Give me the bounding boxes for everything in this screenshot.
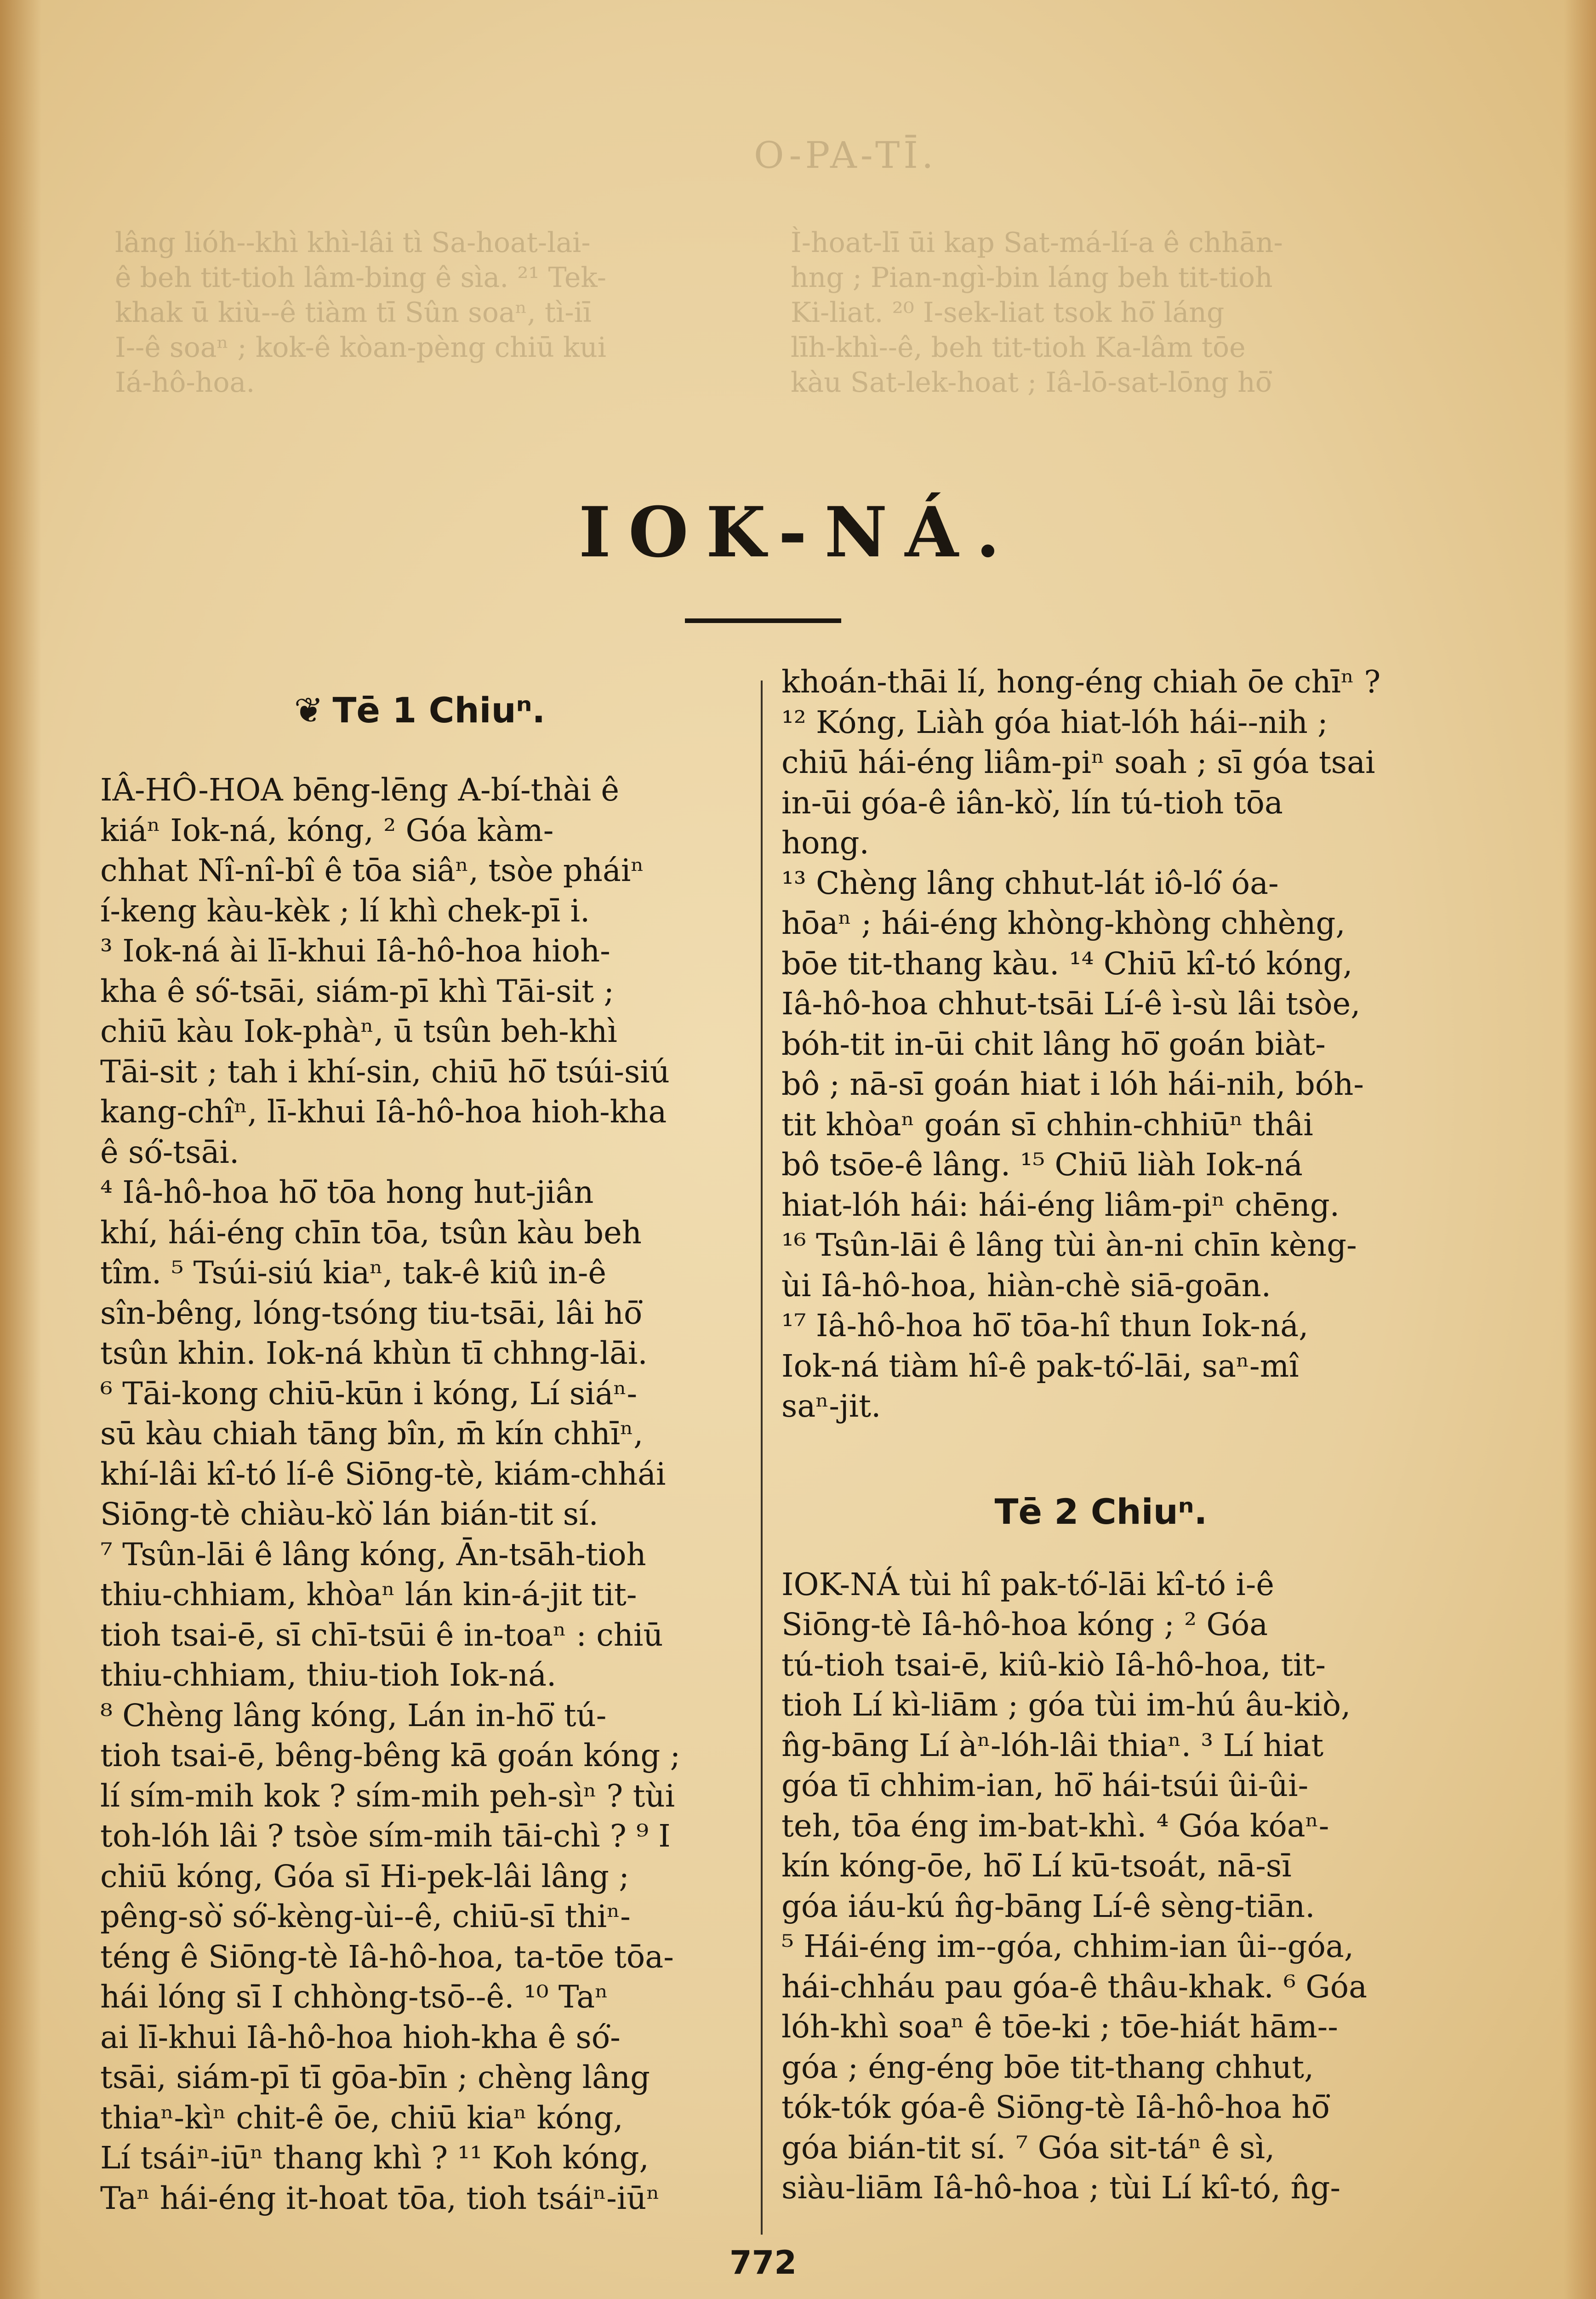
text-line: téng ê Siōng-tè Iâ-hô-hoa, ta-tōe tōa- [100,1939,674,1975]
text-line: ¹⁶ Tsûn-lāi ê lâng tùi àn-ni chīn kèng- [781,1227,1357,1263]
text-line: bōe tit-thang kàu. ¹⁴ Chiū kî-tó kóng, [781,945,1353,982]
text-line: n̂g-bāng Lí àⁿ-lóh-lâi thiaⁿ. ³ Lí hiat [781,1727,1324,1763]
text-line: ³ Iok-ná ài lī-khui Iâ-hô-hoa hioh- [100,933,610,969]
right-column-text-bottom [781,1565,1420,2208]
text-line: hiat-lóh hái: hái-éng liâm-piⁿ chēng. [781,1187,1340,1223]
text-line: thiaⁿ-kìⁿ chit-ê ōe, chiū kiaⁿ kóng, [100,2099,623,2136]
text-line: hong. [781,825,869,861]
text-line: bô tsōe-ê lâng. ¹⁵ Chiū liàh Iok-ná [781,1147,1303,1183]
text-line: kiáⁿ Iok-ná, kóng, ² Góa kàm- [100,812,554,848]
text-line: góa tī chhim-ian, hō͘ hái-tsúi ûi-ûi- [781,1767,1309,1803]
text-line: ⁶ Tāi-kong chiū-kūn i kóng, Lí siáⁿ- [100,1375,638,1412]
text-line: kang-chîⁿ, lī-khui Iâ-hô-hoa hioh-kha [100,1094,667,1130]
text-line: siàu-liām Iâ-hô-hoa ; tùi Lí kî-tó, n̂g- [781,2170,1341,2206]
text-line: tú-tioh tsai-ē, kiû-kiò Iâ-hô-hoa, tit- [781,1647,1326,1683]
text-line: ¹³ Chèng lâng chhut-lát iô-ló͘ óa- [781,865,1279,901]
text-line: tsāi, siám-pī tī gōa-bīn ; chèng lâng [100,2059,650,2095]
text-line: thiu-chhiam, khòaⁿ lán kin-á-jit tit- [100,1577,637,1613]
text-line: khí-lâi kî-tó lí-ê Siōng-tè, kiám-chhái [100,1456,666,1492]
title-rule [685,618,841,623]
text-line: hái lóng sī I chhòng-tsō--ê. ¹⁰ Taⁿ [100,1979,609,2015]
text-line: ai lī-khui Iâ-hô-hoa hioh-kha ê só͘- [100,2019,621,2055]
fleuron-icon: ❦ [294,690,324,731]
text-line: sū kàu chiah tāng bîn, m̄ kín chhīⁿ, [100,1416,644,1452]
page-edge-stain-left [0,0,41,2299]
text-line: Tāi-sit ; tah i khí-sin, chiū hō͘ tsúi-siú [100,1053,670,1090]
text-line: chiū kóng, Góa sī Hi-pek-lâi lâng ; [100,1858,629,1894]
text-line: hōaⁿ ; hái-éng khòng-khòng chhèng, [781,905,1345,941]
book-title: IOK-NÁ. [578,492,1018,573]
bleed-through-running-head: O-PA-TĪ. [754,134,937,177]
right-column-text-top [781,662,1420,1427]
text-line: kha ê só͘-tsāi, siám-pī khì Tāi-sit ; [100,973,614,1009]
text-line: tók-tók góa-ê Siōng-tè Iâ-hô-hoa hō͘ [781,2089,1330,2125]
text-line: khoán-thāi lí, hong-éng chiah ōe chīⁿ ? [781,664,1381,700]
page-number: 772 [729,2244,797,2282]
text-line: Iok-ná tiàm hî-ê pak-tó͘-lāi, saⁿ-mî [781,1348,1299,1384]
text-line: ¹² Kóng, Liàh góa hiat-lóh hái--nih ; [781,704,1328,740]
bleed-through-text-right: Ì-hoat-lī ūi kap Sat-má-lí-a ê chhān- hng ; Pian-ngì-bin láng beh tit-tioh Ki-liat. ²⁰ I-sek-liat tsok hō͘ láng līh-khì--ê, beh tit-tioh Ka-lâm tōe kàu Sat-lek-hoat ; Iâ-lō-sat-lōng hō͘ [791,227,1283,399]
text-line: góa ; éng-éng bōe tit-thang chhut, [781,2049,1314,2085]
text-line: ⁵ Hái-éng im--góa, chhim-ian ûi--góa, [781,1928,1354,1964]
text-line: saⁿ-jit. [781,1388,881,1424]
text-line: ¹⁷ Iâ-hô-hoa hō͘ tōa-hî thun Iok-ná, [781,1308,1309,1344]
text-line: chhat Nî-nî-bî ê tōa siâⁿ, tsòe pháiⁿ [100,852,644,888]
text-line: tioh tsai-ē, bêng-bêng kā goán kóng ; [100,1738,681,1773]
text-line: góa iáu-kú n̂g-bāng Lí-ê sèng-tiān. [781,1888,1315,1924]
text-line: Taⁿ hái-éng it-hoat tōa, tioh tsáiⁿ-iūⁿ [100,2180,660,2216]
text-line: ⁴ Iâ-hô-hoa hō͘ tōa hong hut-jiân [100,1174,594,1210]
text-line: bóh-tit in-ūi chit lâng hō͘ goán biàt- [781,1026,1326,1062]
text-line: Iâ-hô-hoa chhut-tsāi Lí-ê ì-sù lâi tsòe, [781,986,1361,1022]
text-line: in-ūi góa-ê iân-kò͘, lín tú-tioh tōa [781,784,1283,821]
text-line: IÂ-HÔ-HOA bēng-lēng A-bí-thài ê [100,772,619,808]
chapter-2-label: Tē 2 Chiuⁿ. [994,1491,1208,1532]
chapter-1-heading [100,662,739,743]
text-line: hái-chháu pau góa-ê thâu-khak. ⁶ Góa [781,1968,1368,2005]
text-line: tioh Lí kì-liām ; góa tùi im-hú âu-kiò, [781,1687,1351,1723]
text-line: pêng-sò͘ só͘-kèng-ùi--ê, chiū-sī thiⁿ- [100,1899,631,1934]
text-line: chiū hái-éng liâm-piⁿ soah ; sī góa tsai [781,744,1375,780]
text-line: sîn-bêng, lóng-tsóng tiu-tsāi, lâi hō͘ [100,1295,643,1331]
page-edge-stain-right [1564,0,1596,2299]
text-line: chiū kàu Iok-phàⁿ, ū tsûn beh-khì [100,1013,617,1049]
column-divider [761,681,763,2235]
text-line: IOK-NÁ tùi hî pak-tó͘-lāi kî-tó i-ê [781,1566,1275,1602]
text-line: góa bián-tit sí. ⁷ Góa sit-táⁿ ê sì, [781,2129,1275,2166]
chapter-1-label: Tē 1 Chiuⁿ. [332,690,546,731]
text-line: tioh tsai-ē, sī chī-tsūi ê in-toaⁿ : chiū [100,1617,663,1653]
text-line: Siōng-tè Iâ-hô-hoa kóng ; ² Góa [781,1607,1268,1642]
text-line: tit khòaⁿ goán sī chhin-chhiūⁿ thâi [781,1106,1313,1143]
text-line: lí sím-mih kok ? sím-mih peh-sìⁿ ? tùi [100,1778,675,1814]
text-line: ⁷ Tsûn-lāi ê lâng kóng, Ān-tsāh-tioh [100,1536,646,1573]
text-line: tsûn khin. Iok-ná khùn tī chhng-lāi. [100,1335,648,1371]
text-line: lóh-khì soaⁿ ê tōe-ki ; tōe-hiát hām-- [781,2009,1338,2045]
text-line: thiu-chhiam, thiu-tioh Iok-ná. [100,1657,557,1693]
text-line: ùi Iâ-hô-hoa, hiàn-chè siā-goān. [781,1267,1271,1304]
left-column-text [100,770,739,2219]
text-line: ê só͘-tsāi. [100,1134,239,1170]
text-line: toh-lóh lâi ? tsòe sím-mih tāi-chì ? ⁹ I [100,1818,671,1854]
chapter-2-heading [781,1477,1420,1546]
text-line: Lí tsáiⁿ-iūⁿ thang khì ? ¹¹ Koh kóng, [100,2140,649,2176]
text-line: teh, tōa éng im-bat-khì. ⁴ Góa kóaⁿ- [781,1807,1329,1844]
text-line: bô ; nā-sī goán hiat i lóh hái-nih, bóh- [781,1066,1364,1102]
text-line: ⁸ Chèng lâng kóng, Lán in-hō͘ tú- [100,1697,607,1733]
text-line: Siōng-tè chiàu-kò͘ lán bián-tit sí. [100,1496,598,1532]
text-line: kín kóng-ōe, hō͘ Lí kū-tsoát, nā-sī [781,1848,1292,1884]
text-line: khí, hái-éng chīn tōa, tsûn kàu beh [100,1214,642,1251]
bleed-through-text-left: lâng lióh--khì khì-lâi tì Sa-hoat-lai- ê beh tit-tioh lâm-bing ê sìa. ²¹ Tek- khak ū kiù--ê tiàm tī Sûn soaⁿ, tì-iī I--ê soaⁿ ; kok-ê kòan-pèng chiū kui Iá-hô-hoa. [115,227,607,399]
left-column [100,662,739,2219]
right-column [781,662,1420,2208]
text-line: tîm. ⁵ Tsúi-siú kiaⁿ, tak-ê kiû in-ê [100,1255,607,1291]
text-line: í-keng kàu-kèk ; lí khì chek-pī i. [100,892,590,929]
